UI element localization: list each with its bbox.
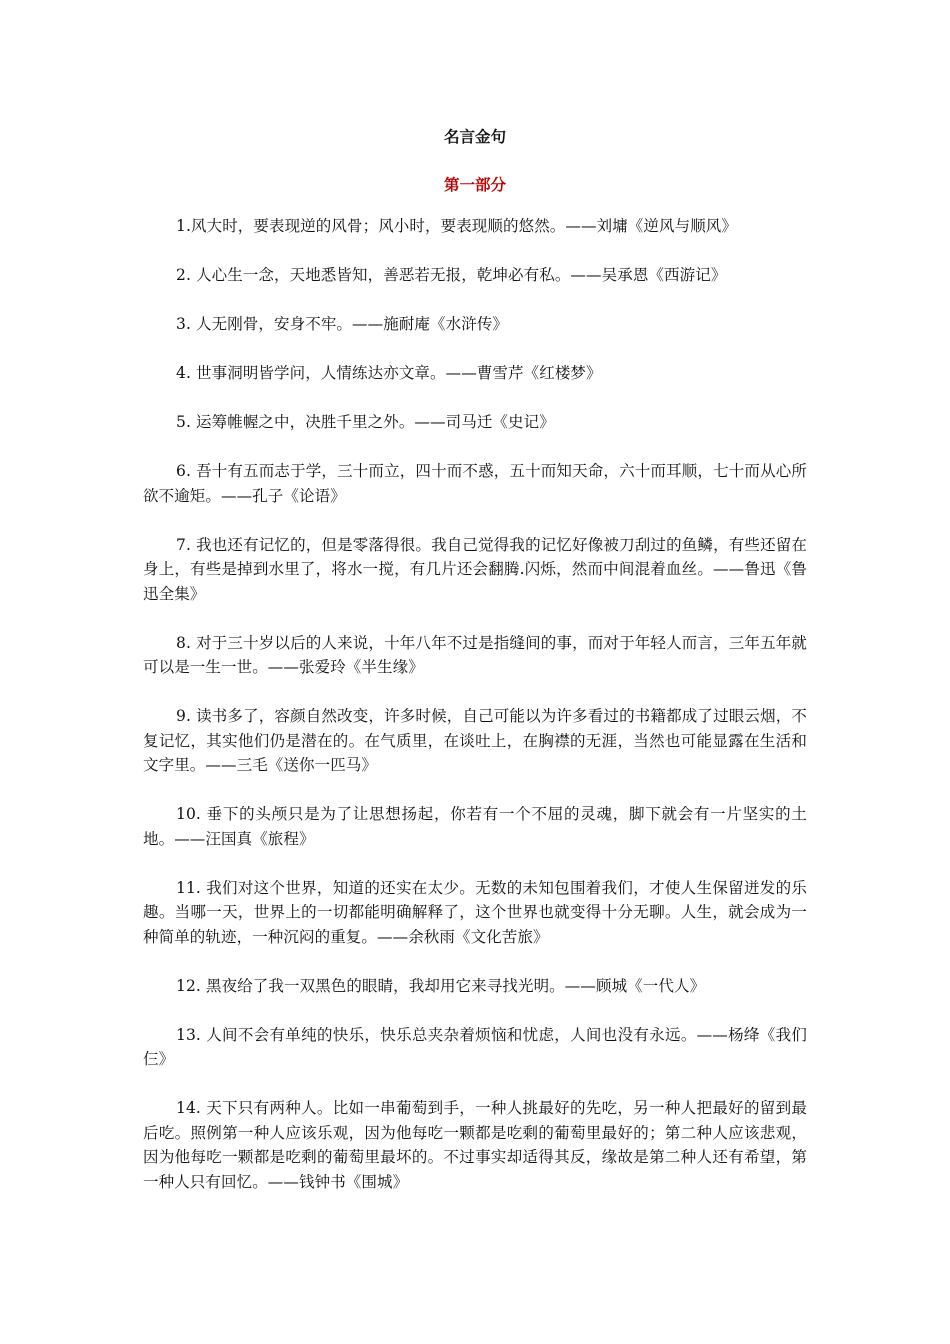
quote-item: 4. 世事洞明皆学问，人情练达亦文章。——曹雪芹《红楼梦》 [176,364,602,382]
quote-item: 9. 读书多了，容颜自然改变，许多时候，自己可能以为许多看过的书籍都成了过眼云烟，不复记忆，其实他们仍是潜在的。在气质里，在谈吐上，在胸襟的无涯，当然也可能显露在生活和文字里。——三毛《送你一匹马》 [143,707,807,774]
quote-item: 5. 运筹帷幄之中，决胜千里之外。——司马迁《史记》 [176,413,555,431]
quote-item: 6. 吾十有五而志于学，三十而立，四十而不惑，五十而知天命，六十而耳顺，七十而从心所欲不逾矩。——孔子《论语》 [143,462,807,505]
section-title: 第一部分 [443,175,506,194]
quote-list [143,214,807,1194]
quote-item: 7. 我也还有记忆的，但是零落得很。我自己觉得我的记忆好像被刀刮过的鱼鳞，有些还留在身上，有些是掉到水里了，将水一搅，有几片还会翻腾.闪烁，然而中间混着血丝。——鲁迅《鲁迅全集》 [143,535,807,603]
quote-item: 1.风大时，要表现逆的风骨；风小时，要表现顺的悠然。——刘墉《逆风与顺风》 [176,217,737,235]
quote-item: 12. 黑夜给了我一双黑色的眼睛，我却用它来寻找光明。——顾城《一代人》 [176,976,706,995]
quote-item: 13. 人间不会有单纯的快乐，快乐总夹杂着烦恼和忧虑，人间也没有永远。——杨绛《我们仨》 [143,1025,807,1068]
document-title: 名言金句 [443,127,506,146]
quote-item: 3. 人无刚骨，安身不牢。——施耐庵《水浒传》 [176,315,509,333]
quote-item: 14. 天下只有两种人。比如一串葡萄到手，一种人挑最好的先吃，另一种人把最好的留到最后吃。照例第一种人应该乐观，因为他每吃一颗都是吃剩的葡萄里最好的；第二种人应该悲观，因为他每吃一颗都是吃剩的葡萄里最坏的。不过事实却适得其反，缘故是第二种人还有希望，第一种人只有回忆。——钱钟书《围城》 [143,1099,807,1191]
quote-item: 2. 人心生一念，天地悉皆知，善恶若无报，乾坤必有私。——吴承恩《西游记》 [176,266,727,284]
quote-item: 8. 对于三十岁以后的人来说，十年八年不过是指缝间的事，而对于年轻人而言，三年五年就可以是一生一世。——张爱玲《半生缘》 [143,633,807,676]
quote-item: 11. 我们对这个世界，知道的还实在太少。无数的未知包围着我们，才使人生保留迸发的乐趣。当哪一天，世界上的一切都能明确解释了，这个世界也就变得十分无聊。人生，就会成为一种简单的轨迹，一种沉闷的重复。——余秋雨《文化苦旅》 [143,878,807,946]
quote-item: 10. 垂下的头颅只是为了让思想扬起，你若有一个不屈的灵魂，脚下就会有一片坚实的土地。——汪国真《旅程》 [143,805,807,848]
document-page [143,118,807,1219]
